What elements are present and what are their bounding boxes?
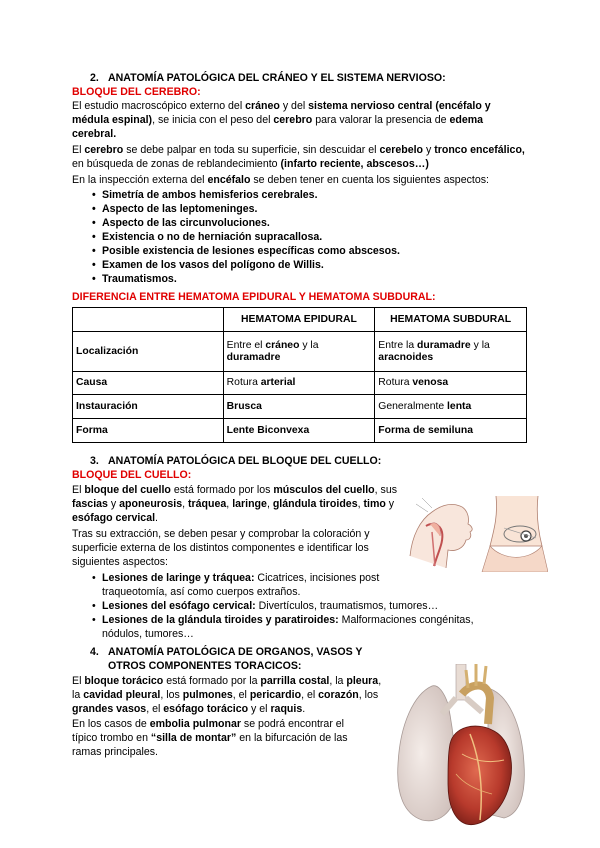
table-cell: Rotura venosa xyxy=(375,372,527,395)
list-item: • Aspecto de las circunvoluciones. xyxy=(72,216,532,230)
list-item: • Lesiones del esófago cervical: Divertículos, traumatismos, tumores… xyxy=(72,599,512,613)
table-cell: Entre el cráneo y la duramadre xyxy=(223,332,375,372)
table-header-row xyxy=(73,308,527,332)
list-item: • Lesiones de laringe y tráquea: Cicatrices, incisiones post traqueotomía, así como cuerpos extraños. xyxy=(72,571,382,599)
list-item: • Simetría de ambos hemisferios cerebrales. xyxy=(72,188,532,202)
table-cell: Generalmente lenta xyxy=(375,395,527,419)
list-item: • Traumatismos. xyxy=(72,272,532,286)
table-row-label: Localización xyxy=(73,332,224,372)
table-row-label: Instauración xyxy=(73,395,224,419)
hematoma-comparison-table xyxy=(72,307,527,443)
heart-lungs-illustration xyxy=(392,664,530,832)
section-4-heading-line-2: OTROS COMPONENTES TORACICOS: xyxy=(108,660,302,672)
table-row xyxy=(73,419,527,443)
section-2-heading: 2. ANATOMÍA PATOLÓGICA DEL CRÁNEO Y EL SISTEMA NERVIOSO: xyxy=(90,72,446,84)
section-2-paragraph-2: El cerebro se debe palpar en toda su superficie, sin descuidar el cerebelo y tronco encefálico, en búsqueda de zonas de reblandecimiento (infarto reciente, abscesos…) xyxy=(72,144,525,170)
table-row-label: Causa xyxy=(73,372,224,395)
table-row xyxy=(73,395,527,419)
table-header-cell: HEMATOMA SUBDURAL xyxy=(375,308,527,332)
section-2-bullet-list xyxy=(72,188,532,286)
section-2-subtitle: BLOQUE DEL CEREBRO: xyxy=(72,86,201,98)
neck-anatomy-illustration xyxy=(402,486,548,572)
section-3-paragraph-2: Tras su extracción, se deben pesar y comprobar la coloración y superficie externa de los distintos componentes e identificar los siguientes aspectos: xyxy=(72,528,370,568)
section-3-bullet-list xyxy=(72,571,512,641)
section-4-heading: 4. ANATOMÍA PATOLÓGICA DE ORGANOS, VASOS Y xyxy=(90,646,363,658)
list-item: • Lesiones de la glándula tiroides y paratiroides: Malformaciones congénitas, nódulos, tumores… xyxy=(72,613,512,641)
section-3-paragraph-1: El bloque del cuello está formado por los músculos del cuello, sus fascias y aponeurosis, tráquea, laringe, glándula tiroides, timo y esófago cervical. xyxy=(72,484,398,524)
section-4-paragraph-2: En los casos de embolia pulmonar se podrá encontrar el típico trombo en “silla de montar” en la bifurcación de las ramas principales. xyxy=(72,718,348,758)
section-3-heading: 3. ANATOMÍA PATOLÓGICA DEL BLOQUE DEL CUELLO: xyxy=(90,455,382,467)
list-item: • Posible existencia de lesiones específicas como abscesos. xyxy=(72,244,532,258)
section-3-subtitle: BLOQUE DEL CUELLO: xyxy=(72,469,192,481)
table-row xyxy=(73,372,527,395)
table-cell: Lente Biconvexa xyxy=(223,419,375,443)
table-row xyxy=(73,332,527,372)
list-item: • Existencia o no de herniación supracallosa. xyxy=(72,230,532,244)
table-header-cell xyxy=(73,308,224,332)
table-cell: Rotura arterial xyxy=(223,372,375,395)
list-item: • Examen de los vasos del polígono de Willis. xyxy=(72,258,532,272)
table-row-label: Forma xyxy=(73,419,224,443)
table-cell: Entre la duramadre y la aracnoides xyxy=(375,332,527,372)
list-item: • Aspecto de las leptomeninges. xyxy=(72,202,532,216)
section-2-paragraph-3: En la inspección externa del encéfalo se deben tener en cuenta los siguientes aspectos: xyxy=(72,174,489,186)
section-4-paragraph-1: El bloque torácico está formado por la parrilla costal, la pleura, la cavidad pleural, los pulmones, el pericardio, el corazón, los grandes vasos, el esófago torácico y el raquis. xyxy=(72,675,382,715)
hematoma-difference-title: DIFERENCIA ENTRE HEMATOMA EPIDURAL Y HEMATOMA SUBDURAL: xyxy=(72,291,436,303)
table-cell: Forma de semiluna xyxy=(375,419,527,443)
section-2-paragraph-1: El estudio macroscópico externo del cráneo y del sistema nervioso central (encéfalo y médula espinal), se inicia con el peso del cerebro para valorar la presencia de edema cerebral. xyxy=(72,100,491,140)
table-cell: Brusca xyxy=(223,395,375,419)
table-header-cell: HEMATOMA EPIDURAL xyxy=(223,308,375,332)
